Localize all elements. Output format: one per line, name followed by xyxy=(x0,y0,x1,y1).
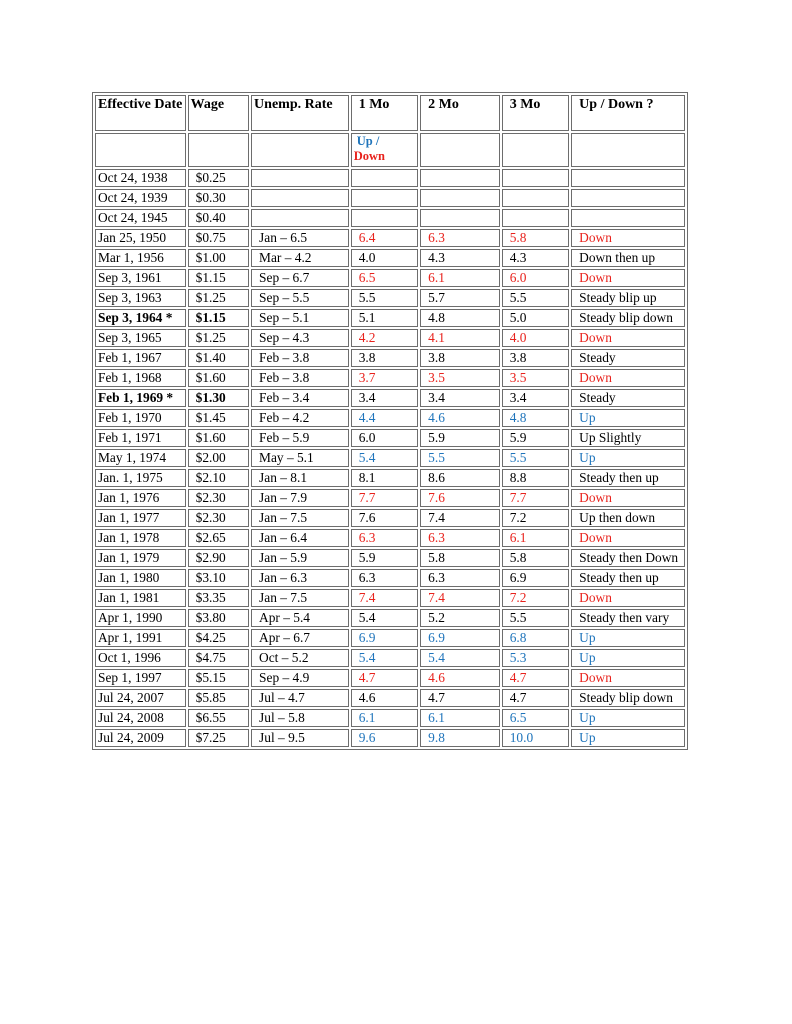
cell-wage: $2.30 xyxy=(188,489,249,507)
header-unemp-rate: Unemp. Rate xyxy=(251,95,349,131)
cell-up-down: Steady then Down xyxy=(571,549,685,567)
cell-effective-date: Oct 24, 1945 xyxy=(95,209,186,227)
cell-3-mo: 5.5 xyxy=(502,289,569,307)
cell-effective-date: Sep 3, 1964 * xyxy=(95,309,186,327)
cell-effective-date: Jan 1, 1976 xyxy=(95,489,186,507)
cell-3-mo: 4.8 xyxy=(502,409,569,427)
cell-unemp-rate xyxy=(251,189,349,207)
cell-up-down: Down xyxy=(571,229,685,247)
table-row xyxy=(95,189,685,207)
cell-up-down: Steady then up xyxy=(571,569,685,587)
cell-2-mo: 4.3 xyxy=(420,249,500,267)
cell-unemp-rate: Jan – 5.9 xyxy=(251,549,349,567)
cell-1-mo: 7.7 xyxy=(351,489,418,507)
cell-1-mo: 5.5 xyxy=(351,289,418,307)
cell-unemp-rate: Jan – 7.5 xyxy=(251,509,349,527)
cell-3-mo: 7.2 xyxy=(502,509,569,527)
cell-wage: $2.00 xyxy=(188,449,249,467)
cell-effective-date: Apr 1, 1991 xyxy=(95,629,186,647)
cell-up-down: Up xyxy=(571,409,685,427)
cell-1-mo: 6.1 xyxy=(351,709,418,727)
cell-3-mo: 4.7 xyxy=(502,689,569,707)
cell-unemp-rate: Feb – 3.4 xyxy=(251,389,349,407)
cell-2-mo: 6.1 xyxy=(420,709,500,727)
cell-wage: $0.40 xyxy=(188,209,249,227)
cell-1-mo: 5.4 xyxy=(351,449,418,467)
table-row xyxy=(95,569,685,587)
cell-effective-date: Jan 1, 1979 xyxy=(95,549,186,567)
cell-3-mo: 5.5 xyxy=(502,609,569,627)
cell-up-down: Up Slightly xyxy=(571,429,685,447)
cell-effective-date: Oct 24, 1939 xyxy=(95,189,186,207)
cell-1-mo: 6.5 xyxy=(351,269,418,287)
cell-2-mo: 5.8 xyxy=(420,549,500,567)
cell-1-mo: 7.4 xyxy=(351,589,418,607)
legend-cell-empty xyxy=(188,133,249,167)
cell-effective-date: May 1, 1974 xyxy=(95,449,186,467)
cell-effective-date: Jul 24, 2009 xyxy=(95,729,186,747)
header-effective-date: Effective Date xyxy=(95,95,186,131)
cell-2-mo: 4.6 xyxy=(420,409,500,427)
header-3-mo: 3 Mo xyxy=(502,95,569,131)
min-wage-unemployment-table xyxy=(92,92,688,750)
cell-unemp-rate: Jan – 6.3 xyxy=(251,569,349,587)
cell-2-mo: 6.1 xyxy=(420,269,500,287)
cell-3-mo xyxy=(502,169,569,187)
cell-2-mo: 6.9 xyxy=(420,629,500,647)
cell-effective-date: Jul 24, 2007 xyxy=(95,689,186,707)
cell-2-mo: 7.4 xyxy=(420,589,500,607)
cell-3-mo: 5.9 xyxy=(502,429,569,447)
cell-wage: $5.15 xyxy=(188,669,249,687)
legend-cell-empty xyxy=(420,133,500,167)
cell-effective-date: Sep 3, 1963 xyxy=(95,289,186,307)
cell-wage: $5.85 xyxy=(188,689,249,707)
cell-effective-date: Oct 1, 1996 xyxy=(95,649,186,667)
legend-down: Down xyxy=(353,149,385,163)
cell-1-mo: 8.1 xyxy=(351,469,418,487)
header-2-mo: 2 Mo xyxy=(420,95,500,131)
cell-unemp-rate: May – 5.1 xyxy=(251,449,349,467)
cell-effective-date: Apr 1, 1990 xyxy=(95,609,186,627)
cell-up-down: Down xyxy=(571,669,685,687)
cell-wage: $1.60 xyxy=(188,369,249,387)
cell-unemp-rate: Sep – 4.3 xyxy=(251,329,349,347)
cell-effective-date: Mar 1, 1956 xyxy=(95,249,186,267)
legend-row xyxy=(95,133,685,167)
cell-3-mo: 5.8 xyxy=(502,229,569,247)
cell-wage: $2.90 xyxy=(188,549,249,567)
cell-up-down: Up xyxy=(571,649,685,667)
table-row xyxy=(95,429,685,447)
table-row xyxy=(95,589,685,607)
cell-3-mo: 6.0 xyxy=(502,269,569,287)
table-row xyxy=(95,329,685,347)
cell-wage: $0.75 xyxy=(188,229,249,247)
table-row xyxy=(95,209,685,227)
cell-effective-date: Feb 1, 1970 xyxy=(95,409,186,427)
cell-wage: $1.25 xyxy=(188,329,249,347)
cell-unemp-rate: Sep – 5.1 xyxy=(251,309,349,327)
legend-up: Up / xyxy=(356,134,380,148)
cell-up-down: Steady then up xyxy=(571,469,685,487)
cell-1-mo: 4.7 xyxy=(351,669,418,687)
cell-3-mo: 7.2 xyxy=(502,589,569,607)
legend-cell-empty xyxy=(251,133,349,167)
cell-effective-date: Jan 1, 1980 xyxy=(95,569,186,587)
cell-effective-date: Jul 24, 2008 xyxy=(95,709,186,727)
cell-2-mo: 4.6 xyxy=(420,669,500,687)
cell-unemp-rate: Sep – 5.5 xyxy=(251,289,349,307)
cell-effective-date: Feb 1, 1969 * xyxy=(95,389,186,407)
table-row xyxy=(95,529,685,547)
cell-unemp-rate: Feb – 4.2 xyxy=(251,409,349,427)
cell-up-down: Down xyxy=(571,529,685,547)
table-row xyxy=(95,349,685,367)
cell-up-down: Steady blip down xyxy=(571,689,685,707)
cell-2-mo: 4.7 xyxy=(420,689,500,707)
cell-effective-date: Sep 3, 1961 xyxy=(95,269,186,287)
cell-unemp-rate: Jul – 5.8 xyxy=(251,709,349,727)
table-row xyxy=(95,309,685,327)
cell-1-mo: 7.6 xyxy=(351,509,418,527)
cell-1-mo: 4.2 xyxy=(351,329,418,347)
cell-2-mo: 9.8 xyxy=(420,729,500,747)
cell-up-down: Down xyxy=(571,329,685,347)
cell-effective-date: Jan 1, 1981 xyxy=(95,589,186,607)
cell-up-down: Steady blip up xyxy=(571,289,685,307)
cell-1-mo: 3.7 xyxy=(351,369,418,387)
cell-1-mo: 6.0 xyxy=(351,429,418,447)
cell-unemp-rate: Sep – 4.9 xyxy=(251,669,349,687)
cell-wage: $1.45 xyxy=(188,409,249,427)
cell-2-mo xyxy=(420,209,500,227)
table-row xyxy=(95,469,685,487)
cell-3-mo: 3.8 xyxy=(502,349,569,367)
table-row xyxy=(95,669,685,687)
cell-2-mo: 6.3 xyxy=(420,529,500,547)
cell-3-mo: 6.1 xyxy=(502,529,569,547)
cell-2-mo: 5.5 xyxy=(420,449,500,467)
cell-effective-date: Jan. 1, 1975 xyxy=(95,469,186,487)
cell-1-mo: 5.1 xyxy=(351,309,418,327)
cell-2-mo: 4.8 xyxy=(420,309,500,327)
cell-2-mo: 6.3 xyxy=(420,569,500,587)
cell-up-down: Up xyxy=(571,729,685,747)
cell-2-mo: 5.2 xyxy=(420,609,500,627)
cell-3-mo: 6.5 xyxy=(502,709,569,727)
cell-3-mo: 6.9 xyxy=(502,569,569,587)
table-row xyxy=(95,709,685,727)
cell-wage: $3.10 xyxy=(188,569,249,587)
cell-wage: $7.25 xyxy=(188,729,249,747)
cell-3-mo xyxy=(502,209,569,227)
cell-up-down xyxy=(571,169,685,187)
cell-unemp-rate: Jan – 7.9 xyxy=(251,489,349,507)
cell-2-mo: 3.5 xyxy=(420,369,500,387)
cell-2-mo: 3.4 xyxy=(420,389,500,407)
cell-3-mo: 4.7 xyxy=(502,669,569,687)
table-row xyxy=(95,249,685,267)
cell-2-mo: 6.3 xyxy=(420,229,500,247)
cell-effective-date: Jan 25, 1950 xyxy=(95,229,186,247)
cell-wage: $0.25 xyxy=(188,169,249,187)
table-row xyxy=(95,509,685,527)
cell-wage: $3.35 xyxy=(188,589,249,607)
cell-wage: $4.25 xyxy=(188,629,249,647)
cell-1-mo: 9.6 xyxy=(351,729,418,747)
table-row xyxy=(95,629,685,647)
cell-2-mo: 5.7 xyxy=(420,289,500,307)
cell-effective-date: Sep 3, 1965 xyxy=(95,329,186,347)
cell-up-down xyxy=(571,209,685,227)
table-row xyxy=(95,409,685,427)
cell-2-mo: 7.4 xyxy=(420,509,500,527)
cell-unemp-rate: Mar – 4.2 xyxy=(251,249,349,267)
cell-wage: $2.10 xyxy=(188,469,249,487)
cell-unemp-rate: Jan – 6.4 xyxy=(251,529,349,547)
cell-3-mo: 5.0 xyxy=(502,309,569,327)
cell-wage: $1.60 xyxy=(188,429,249,447)
cell-unemp-rate: Jul – 4.7 xyxy=(251,689,349,707)
cell-3-mo: 4.3 xyxy=(502,249,569,267)
cell-wage: $1.40 xyxy=(188,349,249,367)
cell-wage: $3.80 xyxy=(188,609,249,627)
cell-2-mo: 4.1 xyxy=(420,329,500,347)
cell-wage: $1.30 xyxy=(188,389,249,407)
cell-wage: $4.75 xyxy=(188,649,249,667)
cell-effective-date: Oct 24, 1938 xyxy=(95,169,186,187)
cell-up-down: Steady blip down xyxy=(571,309,685,327)
cell-2-mo: 5.9 xyxy=(420,429,500,447)
cell-2-mo: 7.6 xyxy=(420,489,500,507)
cell-up-down: Steady xyxy=(571,389,685,407)
table-row xyxy=(95,449,685,467)
table-row xyxy=(95,649,685,667)
table-row xyxy=(95,369,685,387)
cell-3-mo: 4.0 xyxy=(502,329,569,347)
table-row xyxy=(95,549,685,567)
legend-cell-empty xyxy=(95,133,186,167)
cell-effective-date: Feb 1, 1967 xyxy=(95,349,186,367)
cell-2-mo: 3.8 xyxy=(420,349,500,367)
cell-1-mo: 6.9 xyxy=(351,629,418,647)
legend-cell-empty xyxy=(571,133,685,167)
cell-effective-date: Sep 1, 1997 xyxy=(95,669,186,687)
header-wage: Wage xyxy=(188,95,249,131)
cell-unemp-rate: Jul – 9.5 xyxy=(251,729,349,747)
cell-1-mo xyxy=(351,209,418,227)
cell-1-mo: 5.9 xyxy=(351,549,418,567)
header-1-mo: 1 Mo xyxy=(351,95,418,131)
cell-unemp-rate: Jan – 7.5 xyxy=(251,589,349,607)
cell-1-mo: 3.4 xyxy=(351,389,418,407)
cell-up-down: Steady xyxy=(571,349,685,367)
cell-unemp-rate: Apr – 6.7 xyxy=(251,629,349,647)
cell-2-mo xyxy=(420,189,500,207)
cell-1-mo: 5.4 xyxy=(351,609,418,627)
cell-3-mo: 3.5 xyxy=(502,369,569,387)
cell-3-mo: 8.8 xyxy=(502,469,569,487)
legend-cell-empty xyxy=(502,133,569,167)
cell-up-down: Down xyxy=(571,269,685,287)
header-row xyxy=(95,95,685,131)
cell-3-mo: 5.5 xyxy=(502,449,569,467)
cell-wage: $1.00 xyxy=(188,249,249,267)
cell-3-mo: 6.8 xyxy=(502,629,569,647)
cell-effective-date: Jan 1, 1978 xyxy=(95,529,186,547)
cell-up-down: Up then down xyxy=(571,509,685,527)
cell-effective-date: Feb 1, 1971 xyxy=(95,429,186,447)
cell-3-mo: 5.3 xyxy=(502,649,569,667)
table-row xyxy=(95,609,685,627)
cell-2-mo xyxy=(420,169,500,187)
table-row xyxy=(95,489,685,507)
cell-wage: $1.25 xyxy=(188,289,249,307)
table-row xyxy=(95,289,685,307)
legend-cell xyxy=(351,133,418,167)
table-row xyxy=(95,729,685,747)
cell-wage: $1.15 xyxy=(188,269,249,287)
cell-up-down: Down xyxy=(571,369,685,387)
cell-1-mo: 4.0 xyxy=(351,249,418,267)
cell-3-mo: 5.8 xyxy=(502,549,569,567)
cell-up-down: Up xyxy=(571,709,685,727)
cell-1-mo: 6.4 xyxy=(351,229,418,247)
cell-1-mo: 6.3 xyxy=(351,569,418,587)
cell-1-mo: 4.4 xyxy=(351,409,418,427)
cell-wage: $2.30 xyxy=(188,509,249,527)
cell-1-mo xyxy=(351,189,418,207)
table-row xyxy=(95,169,685,187)
cell-up-down: Down then up xyxy=(571,249,685,267)
cell-up-down: Down xyxy=(571,589,685,607)
cell-unemp-rate: Jan – 8.1 xyxy=(251,469,349,487)
cell-3-mo: 10.0 xyxy=(502,729,569,747)
cell-1-mo: 5.4 xyxy=(351,649,418,667)
cell-1-mo: 3.8 xyxy=(351,349,418,367)
cell-unemp-rate xyxy=(251,169,349,187)
cell-effective-date: Jan 1, 1977 xyxy=(95,509,186,527)
cell-2-mo: 8.6 xyxy=(420,469,500,487)
cell-1-mo xyxy=(351,169,418,187)
cell-2-mo: 5.4 xyxy=(420,649,500,667)
cell-unemp-rate: Feb – 3.8 xyxy=(251,369,349,387)
cell-1-mo: 6.3 xyxy=(351,529,418,547)
cell-wage: $2.65 xyxy=(188,529,249,547)
cell-unemp-rate: Feb – 5.9 xyxy=(251,429,349,447)
table-row xyxy=(95,689,685,707)
table-row xyxy=(95,269,685,287)
cell-wage: $1.15 xyxy=(188,309,249,327)
cell-up-down: Down xyxy=(571,489,685,507)
cell-unemp-rate: Jan – 6.5 xyxy=(251,229,349,247)
cell-wage: $0.30 xyxy=(188,189,249,207)
cell-3-mo: 7.7 xyxy=(502,489,569,507)
cell-unemp-rate: Apr – 5.4 xyxy=(251,609,349,627)
cell-unemp-rate: Feb – 3.8 xyxy=(251,349,349,367)
cell-up-down xyxy=(571,189,685,207)
cell-up-down: Up xyxy=(571,629,685,647)
header-up-down: Up / Down ? xyxy=(571,95,685,131)
table-row xyxy=(95,229,685,247)
cell-effective-date: Feb 1, 1968 xyxy=(95,369,186,387)
table-row xyxy=(95,389,685,407)
cell-up-down: Up xyxy=(571,449,685,467)
cell-unemp-rate: Oct – 5.2 xyxy=(251,649,349,667)
cell-wage: $6.55 xyxy=(188,709,249,727)
cell-up-down: Steady then vary xyxy=(571,609,685,627)
cell-unemp-rate: Sep – 6.7 xyxy=(251,269,349,287)
cell-1-mo: 4.6 xyxy=(351,689,418,707)
cell-3-mo: 3.4 xyxy=(502,389,569,407)
cell-3-mo xyxy=(502,189,569,207)
cell-unemp-rate xyxy=(251,209,349,227)
